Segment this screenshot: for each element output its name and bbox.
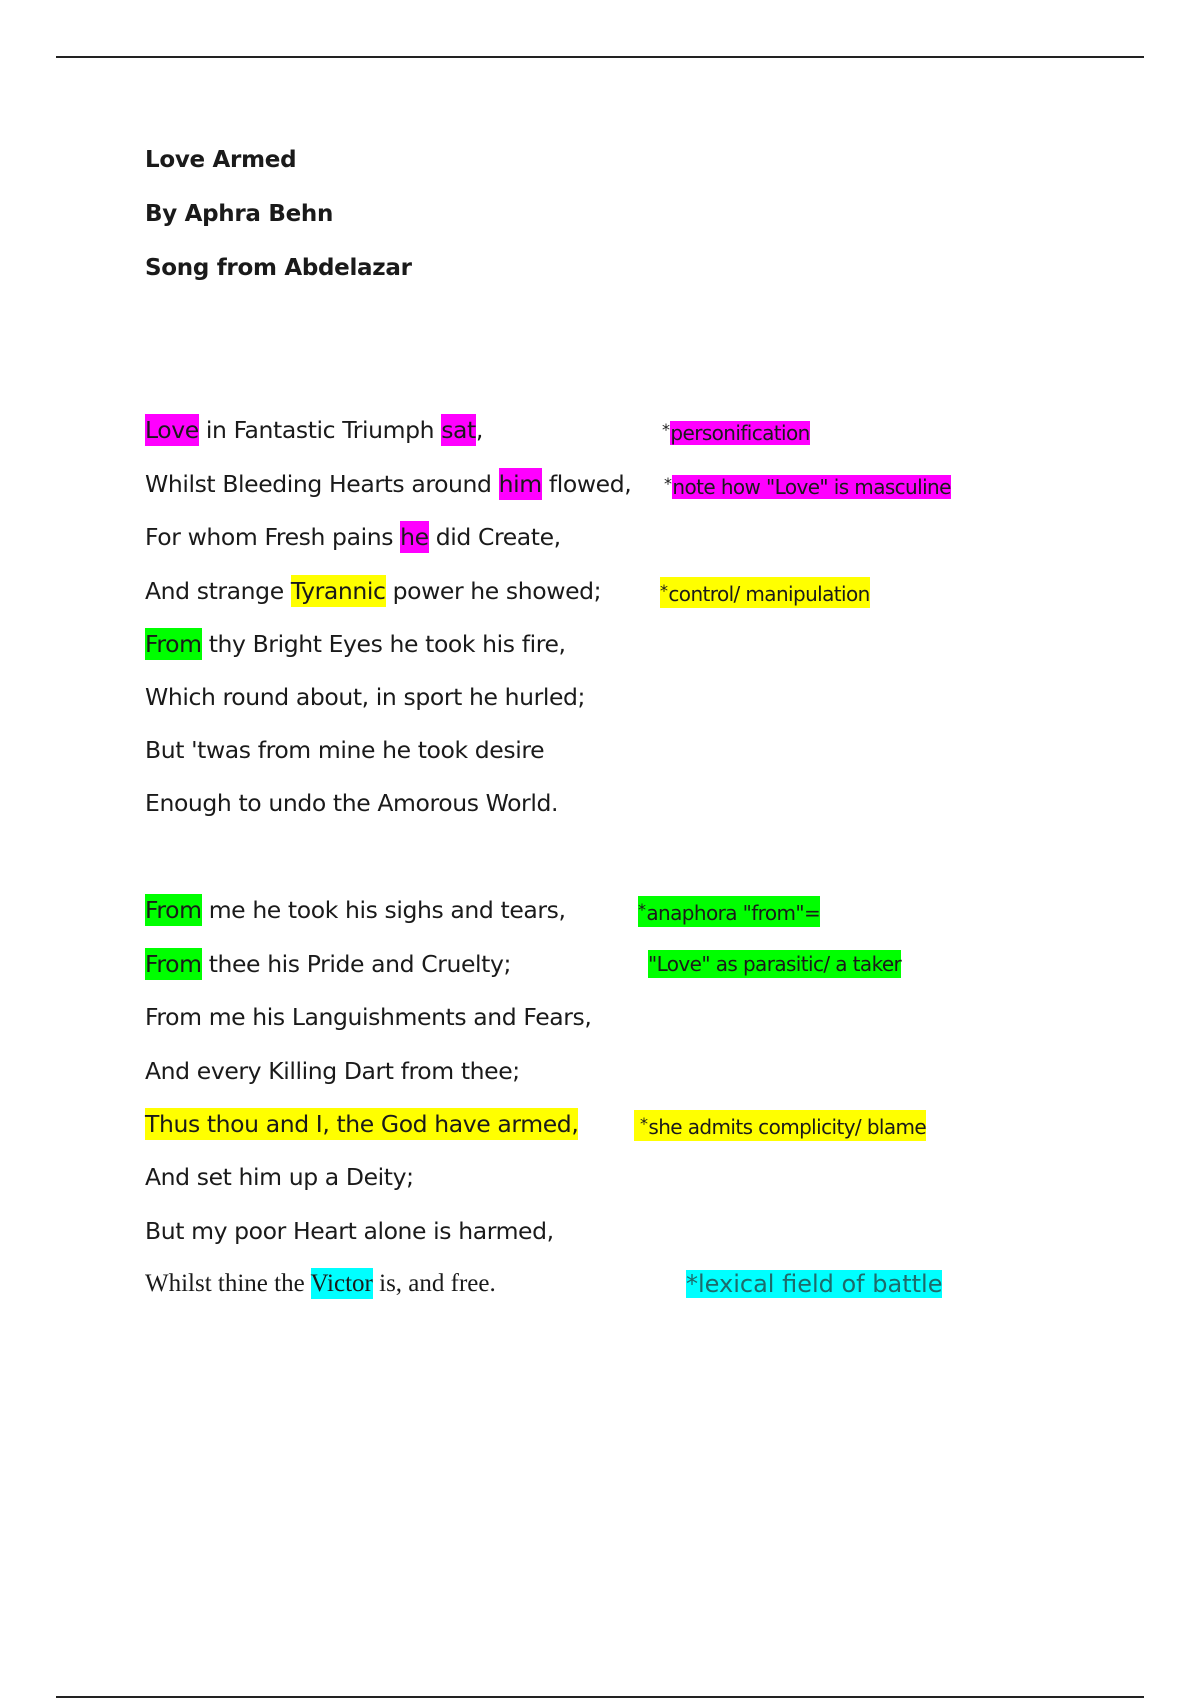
stanza2-line5 (145, 1107, 578, 1141)
bottom-rule (56, 1696, 1144, 1698)
stanza1-line4: And strange Tyrannic power he showed; (145, 577, 602, 605)
stanza2-line7: But my poor Heart alone is harmed, (145, 1217, 554, 1245)
annotation-battle: *lexical field of battle (686, 1270, 943, 1298)
annotation-complicity: *she admits complicity/ blame (634, 1110, 926, 1141)
highlight-thus-line: Thus thou and I, the God have armed, (145, 1110, 579, 1138)
poem-source: Song from Abdelazar (145, 255, 412, 281)
stanza1-line5: From thy Bright Eyes he took his fire, (145, 630, 566, 658)
stanza2-line8: Whilst thine the Victor is, and free. (145, 1270, 496, 1297)
highlight-sat: sat (441, 416, 476, 444)
annotation-masculine: *note how "Love" is masculine (664, 474, 951, 499)
annotation-control: *control/ manipulation (660, 577, 870, 608)
highlight-from: From (145, 630, 202, 658)
stanza1-line8: Enough to undo the Amorous World. (145, 789, 559, 817)
highlight-victor: Victor (310, 1270, 373, 1297)
stanza2-line1: From me he took his sighs and tears, (145, 896, 566, 924)
top-rule (56, 56, 1144, 58)
stanza1-line3: For whom Fresh pains he did Create, (145, 523, 561, 551)
highlight-him: him (498, 470, 542, 498)
highlight-from: From (145, 896, 202, 924)
stanza1-line6: Which round about, in sport he hurled; (145, 683, 586, 711)
stanza1-line7: But 'twas from mine he took desire (145, 736, 545, 764)
annotation-parasitic: "Love" as parasitic/ a taker (648, 952, 902, 976)
stanza1-line1: Love in Fantastic Triumph sat, (145, 416, 483, 444)
stanza2-line2: From thee his Pride and Cruelty; (145, 950, 511, 978)
stanza2-line4: And every Killing Dart from thee; (145, 1057, 520, 1085)
annotation-personification: *personification (662, 420, 810, 445)
stanza2-line3: From me his Languishments and Fears, (145, 1003, 592, 1031)
highlight-love: Love (145, 416, 199, 444)
poem-title: Love Armed (145, 147, 297, 173)
stanza2-line6: And set him up a Deity; (145, 1163, 414, 1191)
highlight-from: From (145, 950, 202, 978)
annotation-anaphora: *anaphora "from"= (638, 896, 820, 927)
stanza1-line2: Whilst Bleeding Hearts around him flowed, (145, 470, 632, 498)
poem-author: By Aphra Behn (145, 201, 334, 227)
highlight-tyrannic: Tyrannic (290, 577, 386, 605)
highlight-he: he (400, 523, 429, 551)
